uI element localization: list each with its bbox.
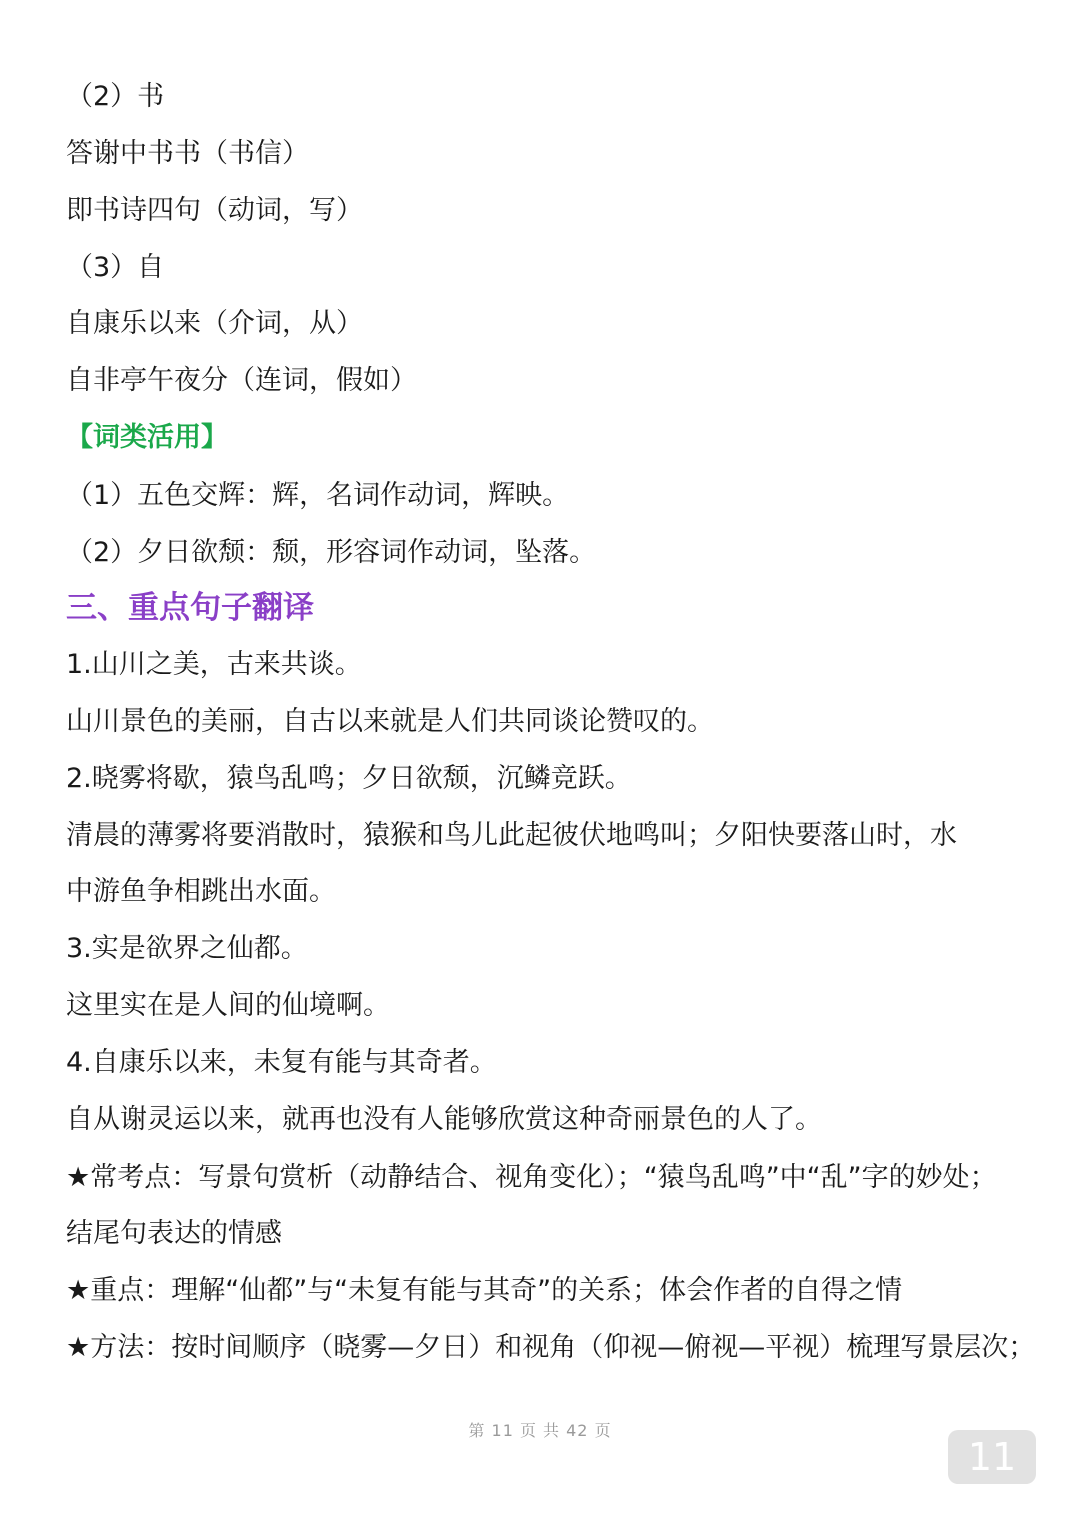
item-heading-3: （3）自	[66, 252, 165, 283]
method-line: ★方法：按时间顺序（晓雾—夕日）和视角（仰视—俯视—平视）梳理写景层次；	[66, 1332, 1036, 1363]
translation-line: 这里实在是人间的仙境啊。	[66, 990, 390, 1021]
item-heading-2: （2）书	[66, 81, 165, 112]
text-line: 自康乐以来（介词，从）	[66, 308, 363, 339]
sentence-line: 3.实是欲界之仙都。	[66, 933, 308, 964]
text-line: （2）夕日欲颓：颓，形容词作动词，坠落。	[66, 537, 597, 568]
sentence-line: 2.晓雾将歇，猿鸟乱鸣；夕日欲颓，沉鳞竞跃。	[66, 763, 632, 794]
page-number-badge: 11	[948, 1430, 1036, 1484]
sentence-line: 1.山川之美，古来共谈。	[66, 649, 362, 680]
key-point-line: 结尾句表达的情感	[66, 1218, 282, 1249]
key-point-line: ★重点：理解“仙都”与“未复有能与其奇”的关系；体会作者的自得之情	[66, 1275, 903, 1306]
translation-line: 自从谢灵运以来，就再也没有人能够欣赏这种奇丽景色的人了。	[66, 1104, 822, 1135]
sentence-line: 4.自康乐以来，未复有能与其奇者。	[66, 1047, 497, 1078]
text-line: （1）五色交辉：辉，名词作动词，辉映。	[66, 480, 570, 511]
section-heading-purple: 三、重点句子翻译	[66, 590, 314, 626]
translation-line: 中游鱼争相跳出水面。	[66, 876, 336, 907]
key-point-line: ★常考点：写景句赏析（动静结合、视角变化）；“猿鸟乱鸣”中“乱”字的妙处；	[66, 1162, 997, 1193]
translation-line: 清晨的薄雾将要消散时，猿猴和鸟儿此起彼伏地鸣叫；夕阳快要落山时，水	[66, 820, 957, 851]
text-line: 即书诗四句（动词，写）	[66, 195, 363, 226]
section-heading-green: 【词类活用】	[66, 422, 228, 453]
text-line: 自非亭午夜分（连词，假如）	[66, 365, 417, 396]
translation-line: 山川景色的美丽，自古以来就是人们共同谈论赞叹的。	[66, 706, 714, 737]
page-footer: 第 11 页 共 42 页	[468, 1421, 612, 1440]
text-line: 答谢中书书（书信）	[66, 138, 309, 169]
